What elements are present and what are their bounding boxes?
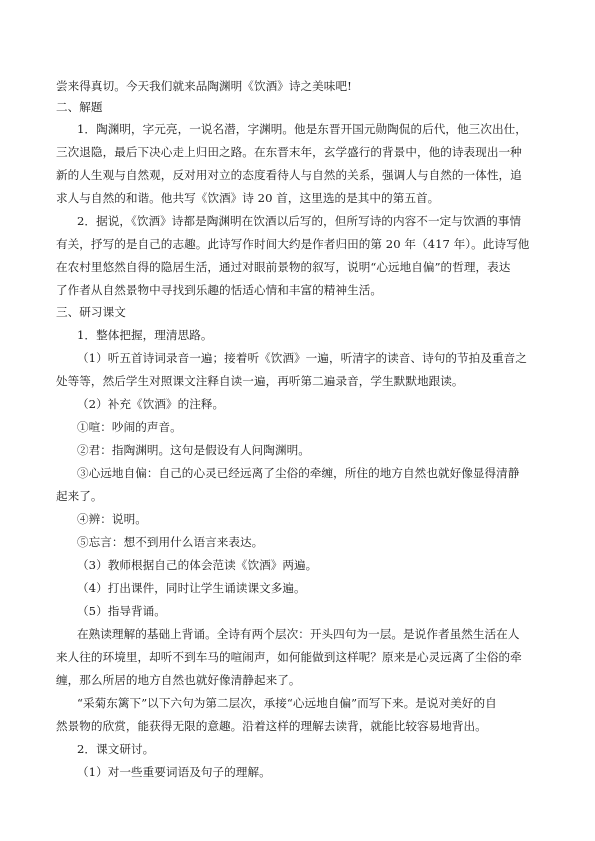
annotation-item: ①喧：吵闹的声音。 <box>77 420 182 434</box>
paragraph-line: 求人与自然的和谐。他共写《饮酒》诗 20 首，这里选的是其中的第五首。 <box>56 191 440 205</box>
text-line: 尝来得真切。今天我们就来品陶渊明《饮酒》诗之美味吧! <box>56 79 352 93</box>
annotation-item: ⑤忘言：想不到用什么语言来表达。 <box>77 535 264 549</box>
list-item: （2）补充《饮酒》的注释。 <box>77 397 225 411</box>
annotation-item: ③心远地自偏：自己的心灵已经远离了尘俗的牵缠，所住的地方自然也就好像显得清静 <box>77 466 520 480</box>
paragraph-line: 来人往的环境里，却听不到车马的喧闹声，如何能做到这样呢？原来是心灵远离了尘俗的牵 <box>56 650 522 664</box>
annotation-item: ②君：指陶渊明。这句是假设有人问陶渊明。 <box>77 443 310 457</box>
paragraph-line: 1．陶渊明，字元亮，一说名潜，字渊明。他是东晋开国元勋陶侃的后代，他三次出仕， <box>77 122 527 136</box>
paragraph-line: 2．据说，《饮酒》诗都是陶渊明在饮酒以后写的，但所写诗的内容不一定与饮酒的事情 <box>77 214 522 228</box>
annotation-item-continued: 起来了。 <box>56 489 103 503</box>
paragraph-line: “采菊东篱下”以下六句为第二层次，承接“心远地自偏”而写下来。是说对美好的自 <box>77 696 497 710</box>
list-item: （5）指导背诵。 <box>77 604 166 618</box>
list-item: （3）教师根据自己的体会范读《饮酒》两遍。 <box>77 558 318 572</box>
paragraph-line: （1）听五首诗词录音一遍；接着听《饮酒》一遍，听清字的读音、诗句的节拍及重音之 <box>77 351 527 365</box>
list-item: （1）对一些重要词语及句子的理解。 <box>77 765 271 779</box>
paragraph-line: 然景物的欣赏，能获得无限的意趣。沿着这样的理解去读背，就能比较容易地背出。 <box>56 719 487 733</box>
paragraph-line: 了作者从自然景物中寻找到乐趣的恬适心情和丰富的精神生活。 <box>56 283 383 297</box>
paragraph-line: 缠，那么所居的地方自然也就好像清静起来了。 <box>56 673 301 687</box>
section-heading: 三、研习课文 <box>56 305 126 319</box>
paragraph-line: 在熟读理解的基础上背诵。全诗有两个层次：开头四句为一层。是说作者虽然生活在人 <box>77 627 520 641</box>
section-heading: 二、解题 <box>56 100 103 114</box>
subsection-heading: 1．整体把握，理清思路。 <box>77 328 213 342</box>
list-item: （4）打出课件，同时让学生诵读课文多遍。 <box>77 581 306 595</box>
paragraph-line: 在农村里悠然自得的隐居生活，通过对眼前景物的叙写，说明“心远地自偏”的哲理，表达 <box>56 260 511 274</box>
paragraph-line: 处等等，然后学生对照课文注释自读一遍，再听第二遍录音，学生默默地跟读。 <box>56 374 464 388</box>
paragraph-line: 新的人生观与自然观，反对用对立的态度看待人与自然的关系，强调人与自然的一体性，追 <box>56 168 522 182</box>
paragraph-line: 三次退隐，最后下决心走上归田之路。在东晋末年，玄学盛行的背景中，他的诗表现出一种 <box>56 145 522 159</box>
paragraph-line: 有关，抒写的是自己的志趣。此诗写作时间大约是作者归田的第 20 年（417 年）。此诗写他 <box>56 237 530 251</box>
annotation-item: ④辨：说明。 <box>77 512 147 526</box>
subsection-heading: 2．课文研讨。 <box>77 742 155 756</box>
